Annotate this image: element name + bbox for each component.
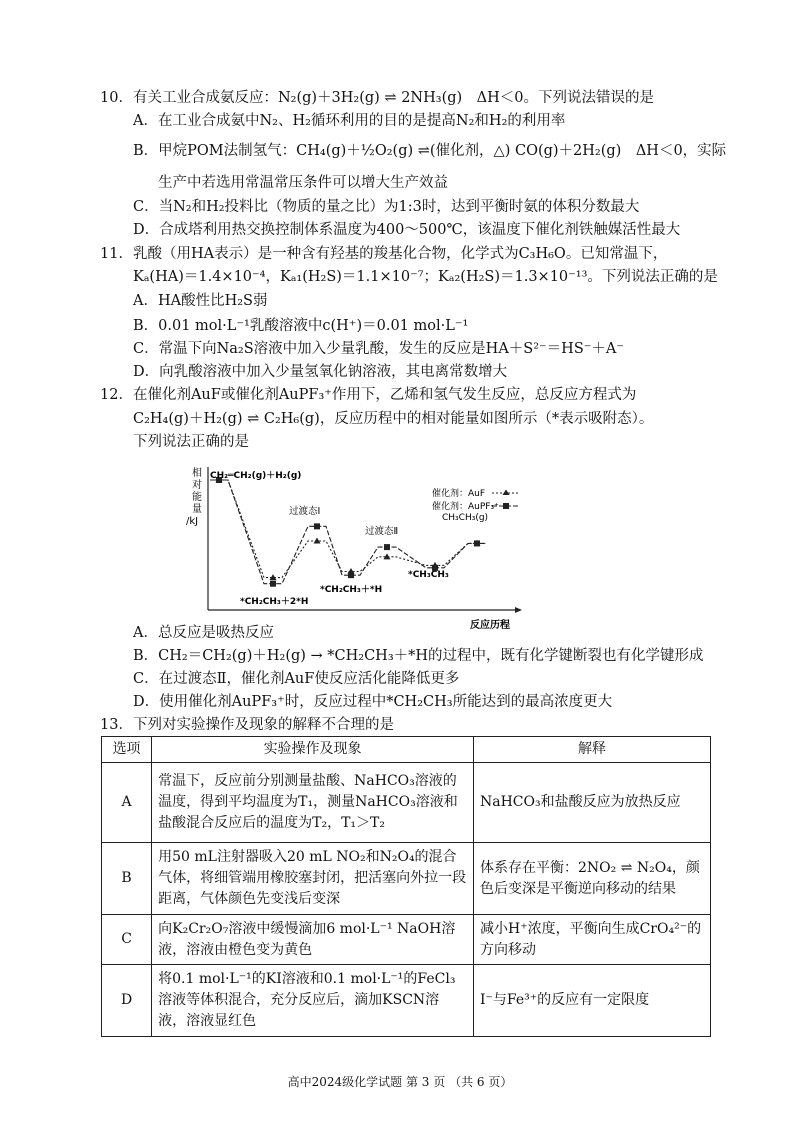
row-a-explanation: NaHCO₃和盐酸反应为放热反应 (474, 763, 711, 843)
label-int1: *CH₂CH₃＋2*H (240, 597, 309, 607)
q13-stem: 13．下列对实验操作及现象的解释不合理的是 (100, 717, 394, 733)
q12-option-c: C．在过渡态Ⅱ，催化剂AuF使反应活化能降低更多 (133, 671, 460, 687)
q10-option-b: B．甲烷POM法制氢气：CH₄(g)＋½O₂(g) ⇌(催化剂，△) CO(g)＋2H₂(g) ΔH＜0，实际 (133, 143, 727, 159)
q10-option-a: A．在工业合成氨中N₂、H₂循环利用的目的是提高N₂和H₂的利用率 (133, 113, 566, 129)
row-a-option: A (102, 763, 152, 843)
legend-auf-marker (503, 490, 510, 496)
row-c-explanation: 减小H⁺浓度，平衡向生成CrO₄²⁻的方向移动 (474, 915, 711, 965)
y-label-2: 对 (192, 480, 202, 491)
row-b-option: B (102, 843, 152, 915)
q10-stem: 10．有关工业合成氨反应：N₂(g)＋3H₂(g) ⇌ 2NH₃(g) ΔH＜0。下列说法错误的是 (100, 90, 654, 106)
row-b-explanation: 体系存在平衡：2NO₂ ⇌ N₂O₄，颜色后变深是平衡逆向移动的结果 (474, 843, 711, 915)
x-axis-arrow (515, 607, 522, 613)
header-option: 选项 (102, 737, 152, 763)
energy-profile-chart (170, 462, 530, 642)
y-label-5: /kJ (186, 516, 199, 527)
table-row (102, 763, 711, 843)
experiment-table (101, 736, 711, 1037)
q11-stem: 11．乳酸（用HA表示）是一种含有羟基的羧基化合物，化学式为C₃H₆O。已知常温下， (100, 246, 668, 262)
row-c-option: C (102, 915, 152, 965)
table-row (102, 843, 711, 915)
row-d-explanation: I⁻与Fe³⁺的反应有一定限度 (474, 965, 711, 1037)
x-axis-label: 反应历程 (470, 620, 510, 631)
q11-option-a: A．HA酸性比H₂S弱 (133, 293, 268, 309)
q10-option-d: D．合成塔利用热交换控制体系温度为400～500℃，该温度下催化剂铁触媒活性最大 (133, 222, 681, 238)
series-1-point-3 (348, 572, 354, 578)
table-row (102, 915, 711, 965)
q12-option-d: D．使用催化剂AuPF₃⁺时，反应过程中*CH₂CH₃所能达到的最高浓度更大 (133, 694, 613, 710)
series-1-point-2 (314, 523, 320, 529)
q10-option-b-cont: 生产中若选用常温常压条件可以增大生产效益 (158, 175, 448, 191)
q12-option-b: B．CH₂＝CH₂(g)＋H₂(g) → *CH₂CH₃＋*H的过程中，既有化学键断裂也有化学键形成 (133, 648, 704, 664)
q10-option-c: C．当N₂和H₂投料比（物质的量之比）为1:3时，达到平衡时氨的体积分数最大 (133, 199, 640, 215)
legend-auf-label: 催化剂：AuF (432, 489, 486, 499)
q12-option-a: A．总反应是吸热反应 (133, 625, 274, 641)
q12-stem-cont2: 下列说法正确的是 (133, 434, 249, 450)
label-int3: *CH₃CH₃ (408, 570, 449, 580)
series-1-point-6 (474, 540, 480, 546)
label-int2: *CH₂CH₃＋*H (320, 585, 383, 595)
row-a-operation: 常温下，反应前分别测量盐酸、NaHCO₃溶液的温度，得到平均温度为T₁，测量NaHCO₃溶液和盐酸混合反应后的温度为T₂，T₁＞T₂ (152, 763, 474, 843)
label-reactants: CH₂═CH₂(g)＋H₂(g) (210, 471, 302, 481)
row-d-operation: 将0.1 mol·L⁻¹的KI溶液和0.1 mol·L⁻¹的FeCl₃溶液等体积混合，充分反应后，滴加KSCN溶液，溶液显红色 (152, 965, 474, 1037)
y-label-4: 量 (192, 504, 202, 515)
row-b-operation: 用50 mL注射器吸入20 mL NO₂和N₂O₄的混合气体，将细管端用橡胶塞封闭，把活塞向外拉一段距离，气体颜色先变浅后变深 (152, 843, 474, 915)
row-d-option: D (102, 965, 152, 1037)
label-product: CH₃CH₃(g) (442, 513, 489, 523)
q11-option-c: C．常温下向Na₂S溶液中加入少量乳酸，发生的反应是HA＋S²⁻＝HS⁻＋A⁻ (133, 341, 625, 357)
y-label-1: 相 (192, 468, 202, 479)
q11-option-d: D．向乳酸溶液中加入少量氢氧化钠溶液，其电离常数增大 (133, 364, 508, 380)
series-1-point-4 (384, 544, 390, 550)
table-header-row (102, 737, 711, 763)
series-1-point-1 (270, 581, 276, 587)
header-operation: 实验操作及现象 (152, 737, 474, 763)
q11-stem-cont: Kₐ(HA)＝1.4×10⁻⁴，Kₐ₁(H₂S)＝1.1×10⁻⁷；Kₐ₂(H₂S)＝1.3×10⁻¹³。下列说法正确的是 (133, 269, 718, 285)
q12-stem: 12．在催化剂AuF或催化剂AuPF₃⁺作用下，乙烯和氢气发生反应，总反应方程式为 (100, 387, 637, 403)
q12-stem-cont: C₂H₄(g)＋H₂(g) ⇌ C₂H₆(g)，反应历程中的相对能量如图所示（*表示吸附态）。 (133, 411, 654, 427)
y-label-3: 能 (192, 492, 202, 503)
header-explanation: 解释 (474, 737, 711, 763)
q11-option-b: B．0.01 mol·L⁻¹乳酸溶液中c(H⁺)＝0.01 mol·L⁻¹ (133, 318, 469, 334)
table-row (102, 965, 711, 1037)
label-ts2: 过渡态Ⅱ (365, 526, 399, 537)
page-footer: 高中2024级化学试题 第 3 页 （共 6 页） (287, 1075, 513, 1089)
legend-aupf-marker (503, 503, 509, 509)
row-c-operation: 向K₂Cr₂O₇溶液中缓慢滴加6 mol·L⁻¹ NaOH溶液，溶液由橙色变为黄色 (152, 915, 474, 965)
legend-aupf-label: 催化剂：AuPF₃⁺ (432, 502, 499, 512)
label-ts1: 过渡态Ⅰ (289, 506, 321, 517)
